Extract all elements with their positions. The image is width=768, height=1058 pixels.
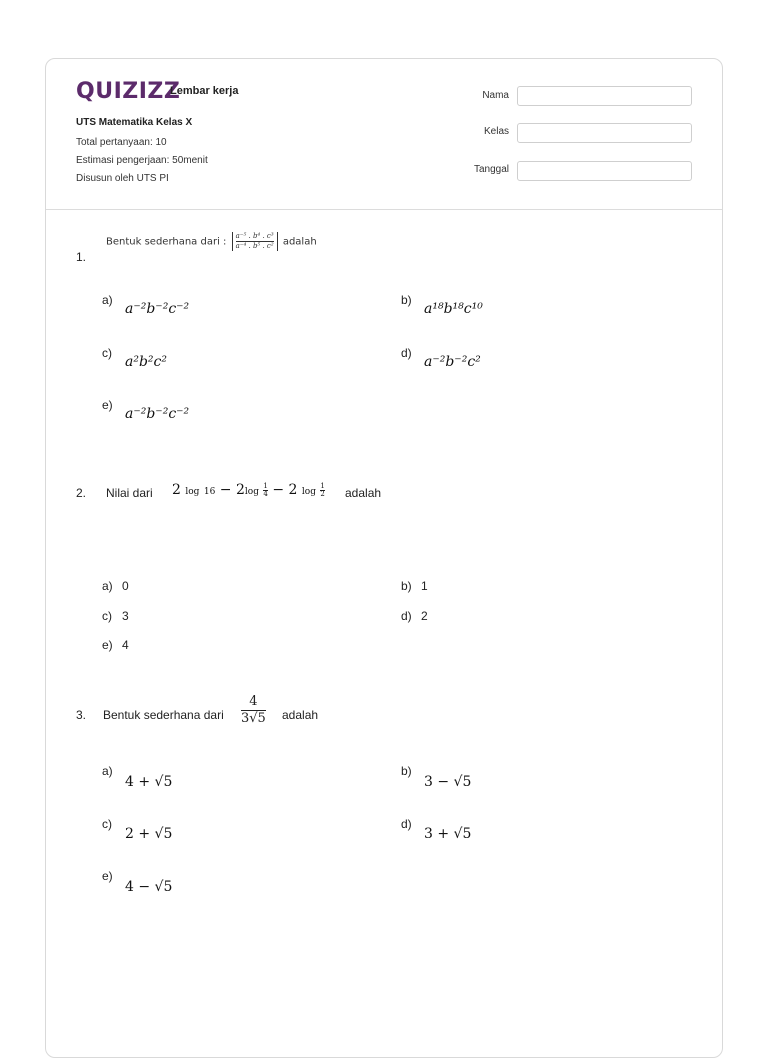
option-letter: c) (102, 817, 112, 831)
question-text: Nilai dari (106, 486, 153, 500)
option-b[interactable]: 1 (421, 579, 428, 593)
option-letter: d) (401, 346, 412, 360)
fraction-expression (241, 694, 266, 727)
log-expression: 2 log 16 − 2log $\frac{1}{4}$ − 2 log $\frac{1}{2}$ (172, 481, 325, 498)
option-c[interactable]: 2 + √5 (125, 826, 173, 842)
worksheet-header (46, 59, 722, 210)
option-letter: c) (102, 609, 112, 623)
option-a[interactable]: 0 (122, 579, 129, 593)
option-letter: c) (102, 346, 112, 360)
option-a[interactable]: a⁻²b⁻²c⁻² (125, 301, 190, 317)
option-e[interactable]: a⁻²b⁻²c⁻² (125, 406, 190, 422)
option-letter: d) (401, 817, 412, 831)
fraction-expression (232, 232, 278, 251)
question-text: Bentuk sederhana dari (103, 708, 224, 722)
author: Disusun oleh UTS PI (76, 173, 169, 184)
name-field[interactable] (517, 86, 692, 106)
date-field[interactable] (517, 161, 692, 181)
question-suffix: adalah (345, 486, 382, 500)
option-letter: b) (401, 764, 412, 778)
worksheet (45, 58, 723, 1058)
question-text: Bentuk sederhana dari : (106, 236, 227, 248)
fraction-numerator: 4 (241, 694, 266, 711)
fraction-numerator: a⁻⁵ . b⁴ . c³ (235, 232, 274, 240)
question-suffix: adalah (282, 236, 317, 248)
fraction-denominator: 3√5 (241, 711, 266, 726)
class-label: Kelas (483, 126, 509, 137)
option-letter: e) (102, 869, 113, 883)
option-letter: d) (401, 609, 412, 623)
estimated-time: Estimasi pengerjaan: 50menit (76, 155, 208, 166)
option-d[interactable]: 2 (421, 609, 428, 623)
question-1-image (106, 232, 317, 251)
option-e[interactable]: 4 (122, 638, 129, 652)
option-letter: b) (401, 293, 412, 307)
option-c[interactable]: 3 (122, 609, 129, 623)
option-b[interactable]: a¹⁸b¹⁸c¹⁰ (424, 301, 483, 317)
option-letter: b) (401, 579, 412, 593)
question-number: 3. (76, 708, 87, 722)
option-b[interactable]: 3 − √5 (424, 774, 472, 790)
option-d[interactable]: a⁻²b⁻²c² (424, 354, 481, 370)
option-letter: a) (102, 764, 113, 778)
date-label: Tanggal (473, 164, 509, 175)
option-a[interactable]: 4 + √5 (125, 774, 173, 790)
option-letter: a) (102, 293, 113, 307)
question-suffix: adalah (282, 708, 319, 722)
option-c[interactable]: a²b²c² (125, 354, 167, 370)
question-number: 2. (76, 486, 87, 500)
worksheet-type-label: Lembar kerja (170, 85, 239, 97)
fraction-denominator: a⁻⁴ . b⁵ . c² (235, 242, 274, 250)
option-letter: e) (102, 638, 113, 652)
option-e[interactable]: 4 − √5 (125, 879, 173, 895)
class-field[interactable] (517, 123, 692, 143)
name-label: Nama (482, 90, 509, 101)
option-d[interactable]: 3 + √5 (424, 826, 472, 842)
quizizz-logo: QUIZIZZ (76, 79, 181, 104)
worksheet-title: UTS Matematika Kelas X (76, 117, 193, 128)
question-number: 1. (76, 250, 87, 264)
total-questions: Total pertanyaan: 10 (76, 137, 167, 148)
option-letter: e) (102, 398, 113, 412)
option-letter: a) (102, 579, 113, 593)
